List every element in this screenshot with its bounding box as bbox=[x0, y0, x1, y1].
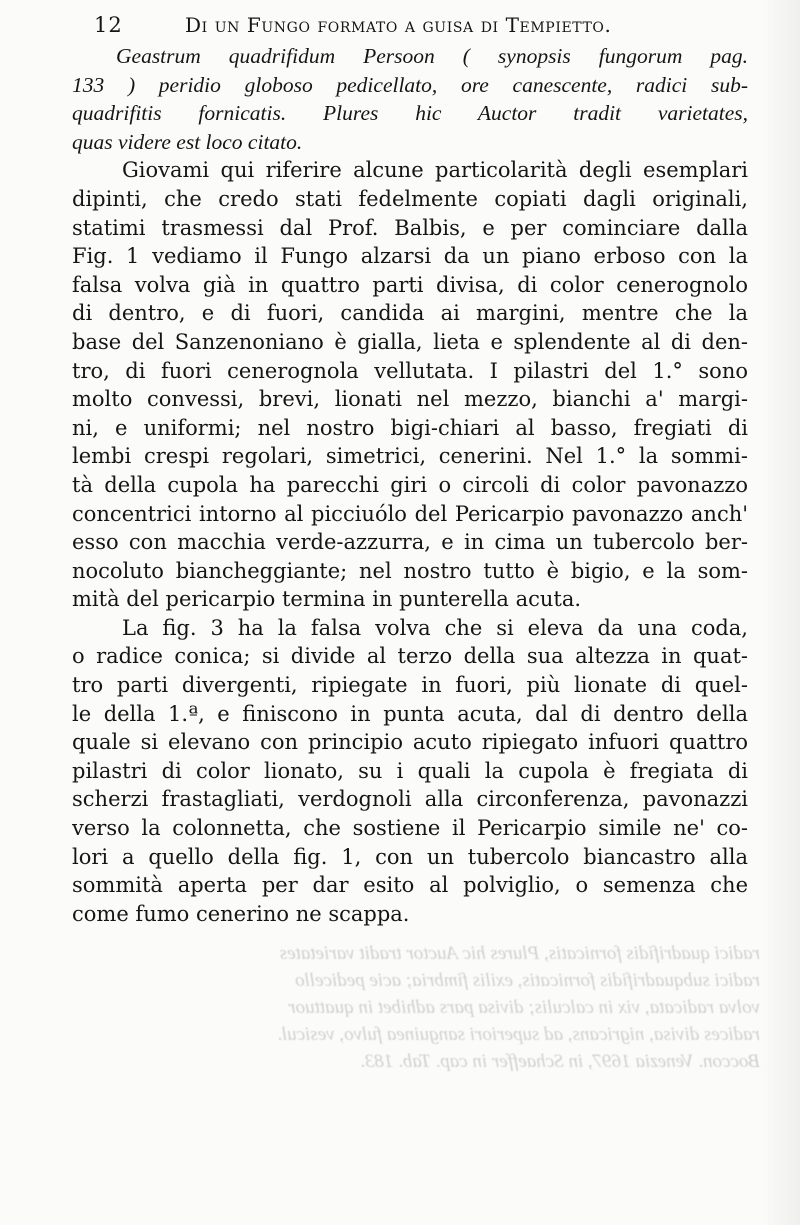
text-line: di dentro, e di fuori, candida ai margini, mentre che la bbox=[72, 301, 748, 326]
show-through-text bbox=[110, 940, 760, 1075]
text-line: quale si elevano con principio acuto ripiegato infuori quattro bbox=[72, 730, 748, 755]
text-line: concentrici intorno al picciuólo del Pericarpio pavonazzo anch' bbox=[72, 501, 748, 526]
page-edge-shadow bbox=[760, 0, 800, 1225]
text-line: come fumo cenerino ne scappa. bbox=[72, 901, 410, 926]
show-through-line: volva radicata, vix in calculis; divisa pars adhibet in quattuor bbox=[288, 997, 760, 1018]
text-line: ni, e uniformi; nel nostro bigi-chiari al basso, fregiati di bbox=[72, 415, 748, 440]
running-header bbox=[62, 8, 762, 42]
text-line: Giovami qui riferire alcune particolarità degli esemplari bbox=[122, 158, 748, 183]
text-line: tà della cupola ha parecchi giri o circoli di color pavonazzo bbox=[72, 472, 748, 497]
text-line: tro parti divergenti, ripiegate in fuori, più lionate di quel- bbox=[72, 673, 748, 698]
text-line: quas videre est loco citato. bbox=[72, 129, 303, 154]
text-line: quadrifitis fornicatis. Plures hic Auctor tradit varietates, bbox=[72, 101, 748, 126]
text-line: molto convessi, brevi, lionati nel mezzo, bianchi a' margi- bbox=[72, 387, 748, 412]
paragraph-fig-3 bbox=[72, 614, 748, 929]
text-line: Fig. 1 vediamo il Fungo alzarsi da un piano erboso con la bbox=[72, 244, 748, 269]
text-line: lembi crespi regolari, simetrici, cenerini. Nel 1.° la sommi- bbox=[72, 444, 748, 469]
text-line: esso con macchia verde-azzurra, e in cima un tubercolo ber- bbox=[72, 530, 748, 555]
text-line: Geastrum quadrifidum Persoon ( synopsis fungorum pag. bbox=[116, 44, 748, 68]
text-line: La fig. 3 ha la falsa volva che si eleva da una coda, bbox=[122, 615, 748, 640]
show-through-line: radici quadrifidis fornicatis, Plures hic Auctor tradit varietates bbox=[279, 943, 760, 964]
latin-citation-paragraph bbox=[72, 42, 748, 156]
text-line: lori a quello della fig. 1, con un tubercolo biancastro alla bbox=[72, 844, 748, 869]
running-title: Di un Fungo formato a guisa di Tempietto. bbox=[185, 13, 612, 37]
text-line: nocoluto biancheggiante; nel nostro tutto è bigio, e la som- bbox=[72, 558, 748, 583]
text-line: falsa volva già in quattro parti divisa, di color cenerognolo bbox=[72, 272, 748, 297]
text-line: pilastri di color lionato, su i quali la cupola è fregiata di bbox=[72, 758, 748, 783]
text-line: verso la colonnetta, che sostiene il Pericarpio simile ne' co- bbox=[72, 816, 748, 841]
text-line: sommità aperta per dar esito al polviglio, o semenza che bbox=[72, 873, 748, 898]
text-line: base del Sanzenoniano è gialla, lieta e splendente al di den- bbox=[72, 329, 748, 354]
show-through-line: Boccon. Venezia 1697, in Schaeffer in cap. Tab. 183. bbox=[360, 1051, 760, 1072]
page-number: 12 bbox=[94, 13, 123, 37]
text-line: statimi trasmessi dal Prof. Balbis, e per cominciare dalla bbox=[72, 215, 748, 240]
text-line: o radice conica; si divide al terzo della sua altezza in quat- bbox=[72, 644, 748, 669]
text-line: mità del pericarpio termina in punterella acuta. bbox=[72, 587, 582, 612]
show-through-line: radices divisa, nigricans, ad superiori sanguinea fulvo, vesicul. bbox=[277, 1024, 760, 1045]
show-through-line: radici subquadrifidis fornicatis, exilis fimbria; acie pedicello bbox=[295, 970, 760, 991]
text-line: 133 ) peridio globoso pedicellato, ore canescente, radici sub- bbox=[72, 72, 748, 97]
text-line: scherzi frastagliati, verdognoli alla circonferenza, pavonazzi bbox=[72, 787, 748, 812]
body-text bbox=[72, 42, 748, 928]
text-line: dipinti, che credo stati fedelmente copiati dagli originali, bbox=[72, 186, 748, 211]
text-line: le della 1.ª, e finiscono in punta acuta, dal di dentro della bbox=[72, 701, 748, 726]
text-line: tro, di fuori cenerognola vellutata. I pilastri del 1.° sono bbox=[72, 358, 748, 383]
paragraph-fig-1 bbox=[72, 156, 748, 614]
